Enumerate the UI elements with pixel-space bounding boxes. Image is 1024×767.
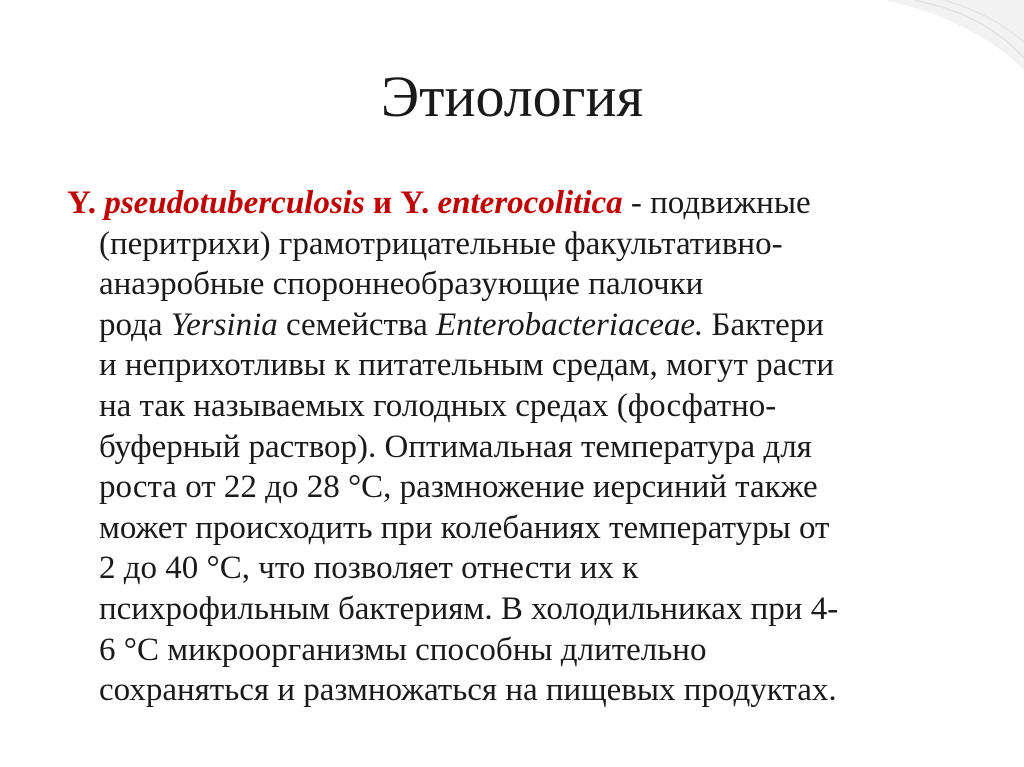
line-1-rest: - подвижные [630,185,811,221]
species-name-1: pseudotuberculosis [104,185,365,221]
line-4-mid: семейства [286,306,428,343]
body-line-2: (перитрихи) грамотрицательные факультативно- [99,225,783,262]
body-line-1 [67,183,987,224]
body-line-11: психрофильным бактериям. В холодильниках при 4- [99,590,839,627]
family-name: Enterobacteriaceae. [436,306,704,343]
body-line-8: роста от 22 до 28 °С, размножение иерсиний также [99,469,818,506]
body-line-13: сохраняться и размножаться на пищевых продуктах. [99,672,837,709]
body-line-10: 2 до 40 °С, что позволяет отнести их к [99,550,639,587]
body-line-9: может происходить при колебаниях температуры от [99,509,830,546]
species-name-2: enterocolitica [437,185,623,221]
corner-decoration [884,0,1024,70]
slide-body-text [67,183,987,711]
conjunction: и [372,185,392,221]
corner-curl-graphic [884,0,1024,70]
genus-abbrev-1: Y. [67,185,97,221]
genus-name: Yersinia [170,306,278,343]
line-4-pre: рода [99,306,163,343]
body-line-6: на так называемых голодных средах (фосфатно- [99,387,777,424]
line-4-post: Бактери [711,306,824,343]
slide-title: Этиология [380,64,644,129]
body-line-5: и неприхотливы к питательным средам, могут расти [99,347,834,384]
body-line-3: анаэробные спороннеобразующие палочки [99,266,704,303]
body-line-7: буферный раствор). Оптимальная температура для [99,428,812,465]
body-line-4 [67,305,987,346]
genus-abbrev-2: Y. [400,185,430,221]
body-line-12: 6 °С микроорганизмы способны длительно [99,631,707,668]
